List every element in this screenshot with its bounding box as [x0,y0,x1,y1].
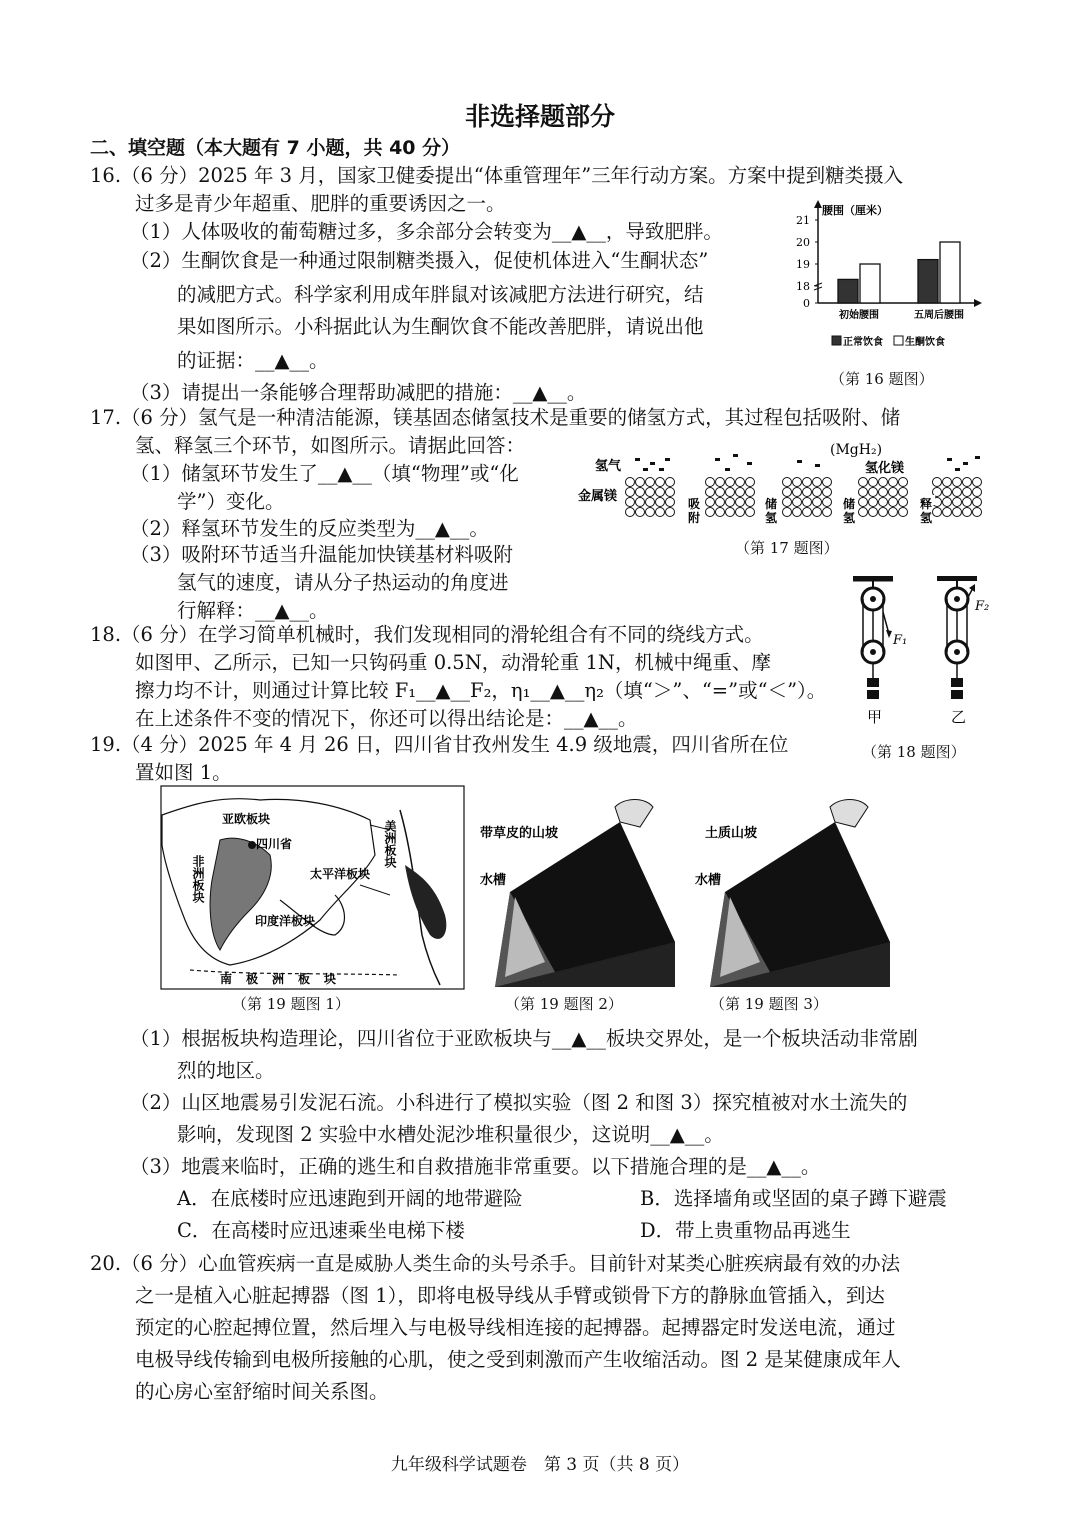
mg-atom [626,488,635,497]
h2-molecule [665,458,670,461]
mg-atom [813,488,822,497]
y-tick-label: 18 [796,280,810,293]
mg-atom [943,478,952,487]
fig18-caption: （第 18 题图） [862,743,966,761]
q20-line-1: 20.（6 分）心血管疾病一直是威胁人类生命的头号杀手。目前针对某类心脏疾病最有效的办法 [90,1252,901,1275]
mg-atom [943,508,952,517]
mg-atom [953,508,962,517]
q19-option-c: C．在高楼时应迅速乘坐电梯下楼 [177,1219,465,1242]
mg-atom [783,478,792,487]
y-tick-label: 19 [796,258,810,271]
q16-part-3: （3）请提出一条能够合理帮助减肥的措施：__▲__。 [130,381,587,404]
q18-line-2: 如图甲、乙所示，已知一只钩码重 0.5N，动滑轮重 1N，机械中绳重、摩 [135,651,771,674]
mg-atom [963,488,972,497]
mg-atom [716,498,725,507]
mg-atom [973,478,982,487]
bar-生酮饮食-五周后腰围 [940,242,960,303]
q17-line-7: 氢气的速度，请从分子热运动的角度进 [177,571,509,594]
h2-molecule [963,462,968,465]
mg-atom [706,478,715,487]
h2-molecule [643,468,648,471]
mg-atom [879,478,888,487]
x-tick-label: 初始腰围 [839,310,879,321]
mg-atom [859,508,868,517]
q19-part-1: （1）根据板块构造理论，四川省位于亚欧板块与__▲__板块交界处，是一个板块活动非常剧 [130,1027,918,1050]
mg-atom [666,488,675,497]
fig17-mg-label: 金属镁 [578,489,618,504]
mg-atom [813,478,822,487]
mg-atom [813,508,822,517]
mg-atom [803,498,812,507]
mg-atom [813,498,822,507]
q19-option-d: D．带上贵重物品再逃生 [640,1219,851,1242]
mg-atom [859,478,868,487]
mg-atom [899,488,908,497]
map-label-indian: 印度洋板块 [255,914,316,928]
step-label-char: 氢 [843,511,856,525]
mg-atom [823,488,832,497]
mg-atom [973,508,982,517]
fig19-3-slope-label: 土质山坡 [705,826,758,841]
q19-part-3: （3）地震来临时，正确的逃生和自救措施非常重要。以下措施合理的是__▲__。 [130,1155,821,1178]
q16-part-2: （2）生酮饮食是一种通过限制糖类摄入，促使机体进入“生酮状态” [130,249,709,272]
q19-line-1: 19.（4 分）2025 年 4 月 26 日，四川省甘孜州发生 4.9 级地震，四川省所在位 [90,733,789,756]
fig18-yi-label: 乙 [951,708,967,726]
mg-atom [726,498,735,507]
mg-atom [646,498,655,507]
step-label-char: 附 [688,511,701,525]
mg-atom [736,498,745,507]
map-label-america: 美洲板块 [383,820,397,868]
h2-molecule [947,458,952,461]
q17-line-2: 氢、释氢三个环节，如图所示。请据此回答： [135,434,526,457]
mg-atom [793,498,802,507]
mg-atom [963,508,972,517]
mg-atom [706,508,715,517]
mg-atom [646,508,655,517]
mg-atom [793,478,802,487]
mg-atom [899,508,908,517]
mg-atom [823,498,832,507]
fig18-f2-label: F₂ [975,599,990,614]
mg-atom [736,478,745,487]
mg-atom [746,478,755,487]
legend-swatch-normal [832,336,841,345]
fig19-2-trough-label: 水槽 [480,873,507,888]
q16-line-7: 的证据：__▲__。 [177,349,329,372]
mg-atom [953,498,962,507]
fig19-2-slope-label: 带草皮的山坡 [480,826,559,841]
mg-atom [943,488,952,497]
fig18-f1-label: F₁ [893,633,908,648]
mg-atom [626,498,635,507]
step-label-char: 氢 [920,511,933,525]
fig19-1-caption: （第 19 题图 1） [232,995,350,1013]
h2-molecule [650,462,655,465]
y-tick-label: 20 [796,236,810,249]
mg-atom [869,498,878,507]
map-label-africa: 非洲板块 [191,855,205,903]
bar-生酮饮食-初始腰围 [860,264,880,303]
mg-atom [953,478,962,487]
mg-atom [783,508,792,517]
legend-label-keto: 生酮饮食 [905,337,945,348]
fig17-h2-label: 氢气 [595,459,622,474]
fig19-3-caption: （第 19 题图 3） [710,995,828,1013]
mg-atom [859,498,868,507]
mg-atom [746,488,755,497]
mg-atom [889,498,898,507]
q19-part-2: （2）山区地震易引发泥石流。小科进行了模拟实验（图 2 和图 3）探究植被对水土流失的 [130,1091,908,1114]
mg-atom [646,488,655,497]
mg-atom [626,508,635,517]
mg-atom [869,488,878,497]
mg-atom [646,478,655,487]
bar-正常饮食-初始腰围 [838,279,858,303]
mg-atom [889,478,898,487]
mg-atom [973,498,982,507]
step-label-char: 释 [920,497,933,511]
q17-line-8: 行解释：__▲__。 [177,599,329,622]
mg-atom [656,478,665,487]
mg-atom [636,508,645,517]
mg-atom [859,488,868,497]
step-label-char: 吸 [688,497,701,511]
mg-atom [783,498,792,507]
q18-line-4: 在上述条件不变的情况下，你还可以得出结论是：__▲__。 [135,707,638,730]
step-label-char: 氢 [765,511,778,525]
mg-atom [963,478,972,487]
fig17-mgh2-label: (MgH₂) [830,442,883,458]
fig19-3-trough-label: 水槽 [695,873,722,888]
q19-line-6: 影响，发现图 2 实验中水槽处泥沙堆积量很少，这说明__▲__。 [177,1123,724,1146]
mg-atom [803,478,812,487]
mg-atom [879,488,888,497]
mg-atom [823,478,832,487]
map-label-antarctic: 南极洲板块 [220,972,351,986]
map-label-sichuan: 四川省 [256,837,293,851]
q19-option-b: B．选择墙角或坚固的桌子蹲下避震 [640,1187,947,1210]
step-label-char: 储 [843,497,856,511]
legend-swatch-keto [894,336,903,345]
mg-atom [889,488,898,497]
h2-molecule [955,468,960,471]
q20-line-2: 之一是植入心脏起搏器（图 1），即将电极导线从手臂或锁骨下方的静脉血管插入，到达 [135,1284,885,1307]
h2-molecule [815,464,820,467]
q17-line-1: 17.（6 分）氢气是一种清洁能源，镁基固态储氢技术是重要的储氢方式，其过程包括吸附、储 [90,406,901,429]
mg-atom [793,488,802,497]
x-tick-label: 五周后腰围 [914,310,964,321]
mg-atom [953,488,962,497]
waist-bar-chart [790,198,990,356]
q16-line-6: 果如图所示。小科据此认为生酮饮食不能改善肥胖，请说出他 [177,315,704,338]
q19-line-2: 置如图 1。 [135,761,232,784]
map-label-eurasia: 亚欧板块 [222,812,271,826]
fig17-hydride-label: 氢化镁 [865,461,905,476]
mg-atom [746,508,755,517]
mg-atom [793,508,802,517]
plate-map [160,785,465,990]
y-tick-label: 0 [803,297,810,310]
h2-molecule [975,456,980,459]
h2-molecule [797,460,802,463]
mg-atom [973,488,982,497]
h2-molecule [659,468,664,471]
mg-atom [803,488,812,497]
mg-atom [666,508,675,517]
mg-atom [626,478,635,487]
mg-atom [899,498,908,507]
soil-slope-experiment [690,792,900,992]
y-tick-label: 21 [796,214,810,227]
mg-atom [933,478,942,487]
mg-atom [666,478,675,487]
fig19-2-caption: （第 19 题图 2） [505,995,623,1013]
mg-atom [716,488,725,497]
mg-atom [656,508,665,517]
q20-line-4: 电极导线传输到电极所接触的心肌，使之受到刺激而产生收缩活动。图 2 是某健康成年人 [135,1348,901,1371]
mg-atom [726,488,735,497]
bar-正常饮食-五周后腰围 [918,260,938,303]
q18-line-3: 擦力均不计，则通过计算比较 F₁__▲__F₂，η₁__▲__η₂（填“＞”、“=”或“＜”）。 [135,679,827,702]
mg-atom [963,498,972,507]
mg-atom [726,478,735,487]
mg-atom [803,508,812,517]
mg-atom [943,498,952,507]
mg-atom [869,478,878,487]
mg-atom [823,508,832,517]
mg-atom [706,498,715,507]
q17-part-1: （1）储氢环节发生了__▲__（填“物理”或“化 [130,462,519,485]
q17-line-4: 学”）变化。 [177,490,285,513]
q16-line-1: 16.（6 分）2025 年 3 月，国家卫健委提出“体重管理年”三年行动方案。方案中提到糖类摄入 [90,164,904,187]
mg-atom [666,498,675,507]
fig17-caption: （第 17 题图） [735,539,839,557]
legend-label-normal: 正常饮食 [843,337,883,348]
mg-atom [656,488,665,497]
mg-atom [736,488,745,497]
chart-ylabel: 腰围（厘米） [822,204,888,217]
h2-molecule [715,458,720,461]
fig18-jia-label: 甲 [867,708,883,726]
mg-atom [716,508,725,517]
h2-molecule [635,458,640,461]
q20-line-3: 预定的心腔起搏位置，然后埋入与电极导线相连接的起搏器。起搏器定时发送电流，通过 [135,1316,896,1339]
mg-atom [636,498,645,507]
mg-atom [716,478,725,487]
section-heading: 二、填空题（本大题有 7 小题，共 40 分） [90,137,461,159]
map-label-pacific: 太平洋板块 [310,867,371,881]
q19-option-a: A．在底楼时应迅速跑到开阔的地带避险 [177,1187,523,1210]
mg-atom [746,498,755,507]
page-footer: 九年级科学试题卷 第 3 页（共 8 页） [390,1455,690,1475]
mg-atom [879,498,888,507]
mg-atom [706,488,715,497]
mg-atom [636,478,645,487]
mg-atom [879,508,888,517]
mg-atom [783,488,792,497]
mg-atom [636,488,645,497]
q17-part-2: （2）释氢环节发生的反应类型为__▲__。 [130,517,489,540]
q18-line-1: 18.（6 分）在学习简单机械时，我们发现相同的滑轮组合有不同的绕线方式。 [90,623,764,646]
h2-molecule [733,454,738,457]
mg-atom [899,478,908,487]
q16-line-2: 过多是青少年超重、肥胖的重要诱因之一。 [135,192,506,215]
fig16-caption: （第 16 题图） [830,370,934,388]
mg-atom [869,508,878,517]
q20-line-5: 的心房心室舒缩时间关系图。 [135,1380,389,1403]
page-title: 非选择题部分 [464,102,615,131]
q17-part-3: （3）吸附环节适当升温能加快镁基材料吸附 [130,543,513,566]
pulley-diagram [845,572,995,740]
q16-part-1: （1）人体吸收的葡萄糖过多，多余部分会转变为__▲__，导致肥胖。 [130,220,723,243]
q19-line-4: 烈的地区。 [177,1059,275,1082]
mg-atom [933,508,942,517]
h2-molecule [747,462,752,465]
q16-line-5: 的减肥方式。科学家利用成年胖鼠对该减肥方法进行研究，结 [177,283,704,306]
step-label-char: 储 [765,497,778,511]
grass-slope-experiment [475,792,685,992]
mg-atom [726,508,735,517]
hydrogen-storage-diagram [575,440,995,530]
mg-atom [736,508,745,517]
h2-molecule [725,468,730,471]
mg-atom [889,508,898,517]
mg-atom [656,498,665,507]
